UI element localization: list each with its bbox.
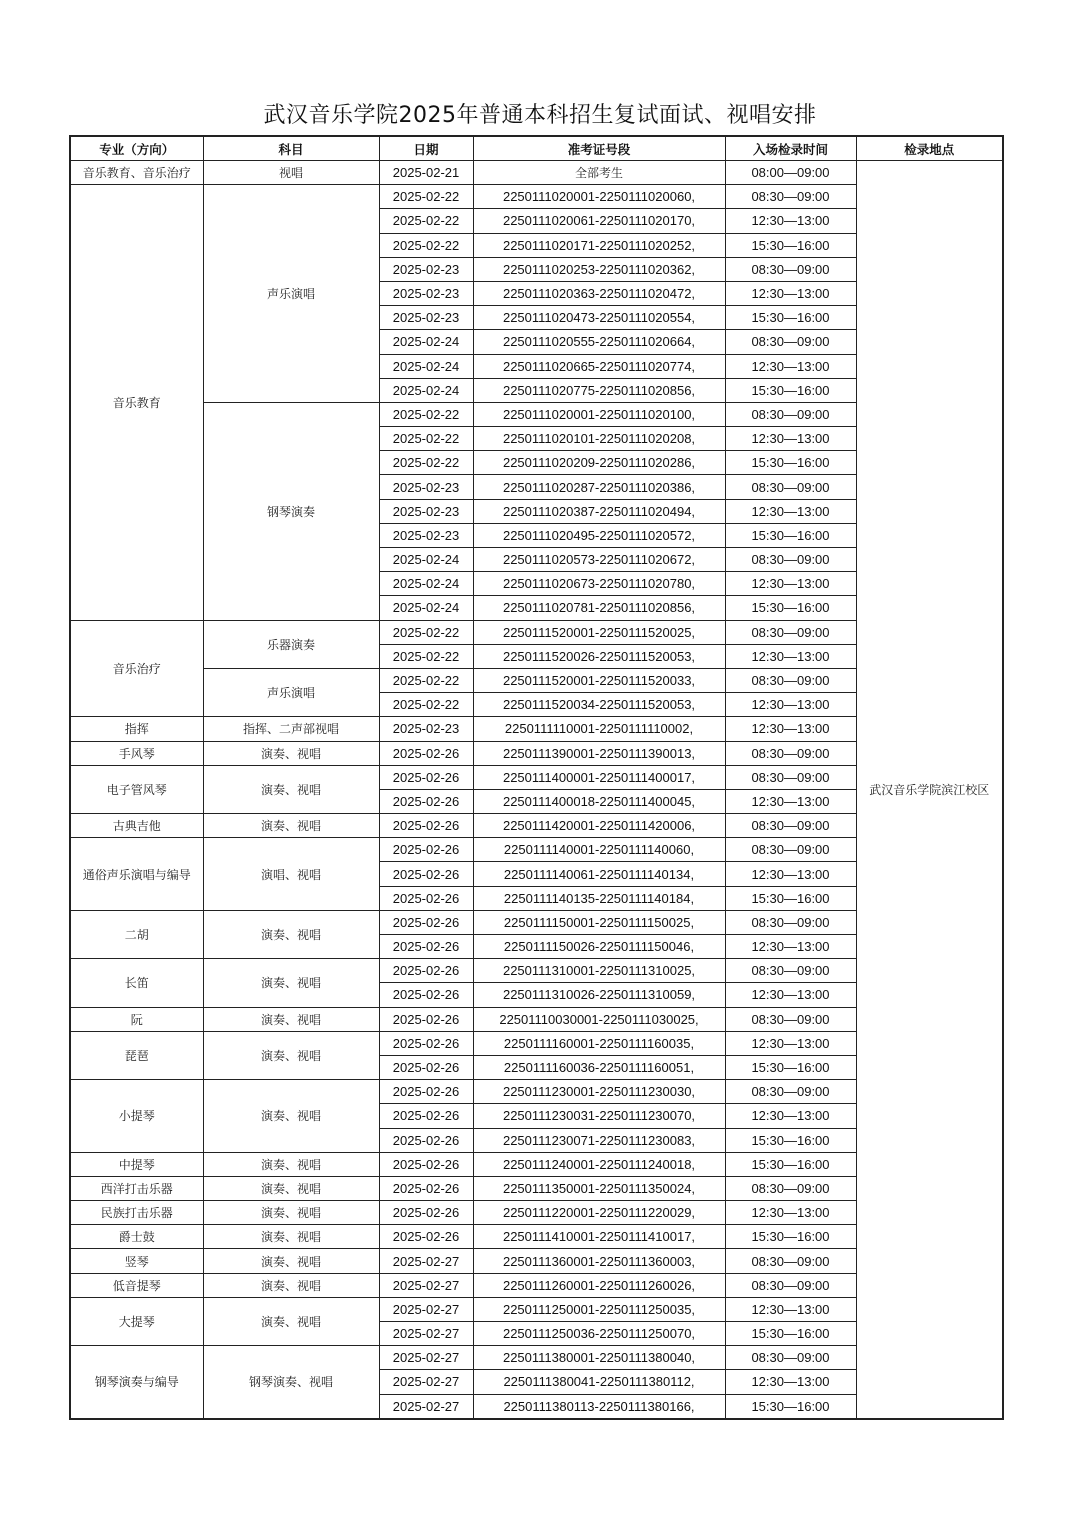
date-cell: 2025-02-22 <box>379 620 473 644</box>
subject-cell: 乐器演奏 <box>203 620 379 668</box>
checkin-time-cell: 12:30—13:00 <box>725 717 856 741</box>
date-cell: 2025-02-22 <box>379 451 473 475</box>
subject-cell: 演奏、视唱 <box>203 1007 379 1031</box>
date-cell: 2025-02-26 <box>379 741 473 765</box>
date-cell: 2025-02-26 <box>379 910 473 934</box>
checkin-time-cell: 08:30—09:00 <box>725 330 856 354</box>
checkin-time-cell: 12:30—13:00 <box>725 644 856 668</box>
major-cell: 古典吉他 <box>70 814 203 838</box>
header-location: 检录地点 <box>856 136 1003 161</box>
date-cell: 2025-02-23 <box>379 306 473 330</box>
ticket-range-cell: 2250111230031-2250111230070, <box>473 1104 725 1128</box>
checkin-time-cell: 12:30—13:00 <box>725 1201 856 1225</box>
checkin-time-cell: 08:30—09:00 <box>725 959 856 983</box>
checkin-time-cell: 12:30—13:00 <box>725 693 856 717</box>
ticket-range-cell: 2250111020061-2250111020170, <box>473 209 725 233</box>
checkin-time-cell: 15:30—16:00 <box>725 886 856 910</box>
checkin-time-cell: 12:30—13:00 <box>725 935 856 959</box>
checkin-time-cell: 08:30—09:00 <box>725 910 856 934</box>
ticket-range-cell: 2250111360001-2250111360003, <box>473 1249 725 1273</box>
ticket-range-cell: 2250111250036-2250111250070, <box>473 1322 725 1346</box>
checkin-time-cell: 08:30—09:00 <box>725 668 856 692</box>
major-cell: 大提琴 <box>70 1297 203 1345</box>
checkin-time-cell: 12:30—13:00 <box>725 354 856 378</box>
checkin-time-cell: 08:30—09:00 <box>725 741 856 765</box>
checkin-time-cell: 12:30—13:00 <box>725 427 856 451</box>
subject-cell: 演奏、视唱 <box>203 1080 379 1153</box>
date-cell: 2025-02-26 <box>379 838 473 862</box>
ticket-range-cell: 2250111160036-2250111160051, <box>473 1055 725 1079</box>
checkin-time-cell: 15:30—16:00 <box>725 1322 856 1346</box>
date-cell: 2025-02-24 <box>379 378 473 402</box>
major-cell: 竖琴 <box>70 1249 203 1273</box>
checkin-time-cell: 15:30—16:00 <box>725 1394 856 1419</box>
header-date: 日期 <box>379 136 473 161</box>
ticket-range-cell: 2250111020209-2250111020286, <box>473 451 725 475</box>
checkin-time-cell: 15:30—16:00 <box>725 1152 856 1176</box>
header-checkin-time: 入场检录时间 <box>725 136 856 161</box>
major-cell: 阮 <box>70 1007 203 1031</box>
major-cell: 音乐教育 <box>70 185 203 620</box>
date-cell: 2025-02-26 <box>379 1225 473 1249</box>
checkin-time-cell: 12:30—13:00 <box>725 1297 856 1321</box>
ticket-range-cell: 2250111410001-2250111410017, <box>473 1225 725 1249</box>
date-cell: 2025-02-22 <box>379 209 473 233</box>
subject-cell: 演奏、视唱 <box>203 814 379 838</box>
date-cell: 2025-02-26 <box>379 1055 473 1079</box>
checkin-time-cell: 12:30—13:00 <box>725 983 856 1007</box>
major-cell: 音乐治疗 <box>70 620 203 717</box>
subject-cell: 演奏、视唱 <box>203 910 379 958</box>
subject-cell: 声乐演唱 <box>203 185 379 403</box>
ticket-range-cell: 2250111020775-2250111020856, <box>473 378 725 402</box>
major-cell: 二胡 <box>70 910 203 958</box>
date-cell: 2025-02-26 <box>379 862 473 886</box>
ticket-range-cell: 2250111310001-2250111310025, <box>473 959 725 983</box>
subject-cell: 视唱 <box>203 161 379 185</box>
date-cell: 2025-02-22 <box>379 185 473 209</box>
ticket-range-cell: 2250111230001-2250111230030, <box>473 1080 725 1104</box>
date-cell: 2025-02-24 <box>379 548 473 572</box>
ticket-range-cell: 2250111230071-2250111230083, <box>473 1128 725 1152</box>
subject-cell: 声乐演唱 <box>203 668 379 716</box>
ticket-range-cell: 2250111110001-2250111110002, <box>473 717 725 741</box>
checkin-time-cell: 08:30—09:00 <box>725 548 856 572</box>
ticket-range-cell: 2250111020673-2250111020780, <box>473 572 725 596</box>
checkin-time-cell: 08:00—09:00 <box>725 161 856 185</box>
checkin-time-cell: 15:30—16:00 <box>725 1128 856 1152</box>
date-cell: 2025-02-26 <box>379 1031 473 1055</box>
date-cell: 2025-02-21 <box>379 161 473 185</box>
ticket-range-cell: 2250111400018-2250111400045, <box>473 789 725 813</box>
checkin-time-cell: 15:30—16:00 <box>725 523 856 547</box>
ticket-range-cell: 2250111020473-2250111020554, <box>473 306 725 330</box>
date-cell: 2025-02-23 <box>379 475 473 499</box>
major-cell: 小提琴 <box>70 1080 203 1153</box>
major-cell: 音乐教育、音乐治疗 <box>70 161 203 185</box>
ticket-range-cell: 2250111020555-2250111020664, <box>473 330 725 354</box>
major-cell: 琵琶 <box>70 1031 203 1079</box>
checkin-time-cell: 08:30—09:00 <box>725 185 856 209</box>
ticket-range-cell: 2250111020001-2250111020060, <box>473 185 725 209</box>
date-cell: 2025-02-26 <box>379 886 473 910</box>
checkin-time-cell: 12:30—13:00 <box>725 209 856 233</box>
checkin-time-cell: 08:30—09:00 <box>725 1080 856 1104</box>
date-cell: 2025-02-23 <box>379 499 473 523</box>
checkin-time-cell: 12:30—13:00 <box>725 499 856 523</box>
checkin-time-cell: 12:30—13:00 <box>725 281 856 305</box>
checkin-time-cell: 15:30—16:00 <box>725 1055 856 1079</box>
checkin-time-cell: 15:30—16:00 <box>725 233 856 257</box>
date-cell: 2025-02-26 <box>379 959 473 983</box>
date-cell: 2025-02-22 <box>379 402 473 426</box>
date-cell: 2025-02-26 <box>379 789 473 813</box>
ticket-range-cell: 2250111520001-2250111520025, <box>473 620 725 644</box>
checkin-time-cell: 08:30—09:00 <box>725 257 856 281</box>
location-cell: 武汉音乐学院滨江校区 <box>856 161 1003 1419</box>
date-cell: 2025-02-22 <box>379 693 473 717</box>
date-cell: 2025-02-26 <box>379 935 473 959</box>
date-cell: 2025-02-27 <box>379 1249 473 1273</box>
ticket-range-cell: 2250111380041-2250111380112, <box>473 1370 725 1394</box>
checkin-time-cell: 08:30—09:00 <box>725 1346 856 1370</box>
checkin-time-cell: 08:30—09:00 <box>725 620 856 644</box>
checkin-time-cell: 08:30—09:00 <box>725 402 856 426</box>
checkin-time-cell: 08:30—09:00 <box>725 765 856 789</box>
ticket-range-cell: 2250111020363-2250111020472, <box>473 281 725 305</box>
date-cell: 2025-02-26 <box>379 765 473 789</box>
date-cell: 2025-02-22 <box>379 668 473 692</box>
header-row <box>70 136 1003 161</box>
ticket-range-cell: 2250111020387-2250111020494, <box>473 499 725 523</box>
checkin-time-cell: 15:30—16:00 <box>725 378 856 402</box>
ticket-range-cell: 2250111520001-2250111520033, <box>473 668 725 692</box>
checkin-time-cell: 12:30—13:00 <box>725 1370 856 1394</box>
checkin-time-cell: 15:30—16:00 <box>725 1225 856 1249</box>
page-title: 武汉音乐学院2025年普通本科招生复试面试、视唱安排 <box>263 103 817 128</box>
major-cell: 指挥 <box>70 717 203 741</box>
ticket-range-cell: 2250111020287-2250111020386, <box>473 475 725 499</box>
checkin-time-cell: 12:30—13:00 <box>725 1031 856 1055</box>
checkin-time-cell: 08:30—09:00 <box>725 1273 856 1297</box>
ticket-range-cell: 2250111350001-2250111350024, <box>473 1176 725 1200</box>
date-cell: 2025-02-24 <box>379 354 473 378</box>
date-cell: 2025-02-27 <box>379 1370 473 1394</box>
ticket-range-cell: 2250111020781-2250111020856, <box>473 596 725 620</box>
ticket-range-cell: 2250111020171-2250111020252, <box>473 233 725 257</box>
major-cell: 通俗声乐演唱与编导 <box>70 838 203 911</box>
date-cell: 2025-02-27 <box>379 1297 473 1321</box>
major-cell: 低音提琴 <box>70 1273 203 1297</box>
date-cell: 2025-02-26 <box>379 1128 473 1152</box>
checkin-time-cell: 15:30—16:00 <box>725 451 856 475</box>
header-major: 专业（方向） <box>70 136 203 161</box>
date-cell: 2025-02-24 <box>379 596 473 620</box>
header-subject: 科目 <box>203 136 379 161</box>
ticket-range-cell: 2250111020253-2250111020362, <box>473 257 725 281</box>
checkin-time-cell: 08:30—09:00 <box>725 814 856 838</box>
subject-cell: 钢琴演奏、视唱 <box>203 1346 379 1419</box>
date-cell: 2025-02-26 <box>379 1201 473 1225</box>
date-cell: 2025-02-23 <box>379 257 473 281</box>
ticket-range-cell: 2250111020573-2250111020672, <box>473 548 725 572</box>
checkin-time-cell: 08:30—09:00 <box>725 1249 856 1273</box>
major-cell: 手风琴 <box>70 741 203 765</box>
ticket-range-cell: 2250111420001-2250111420006, <box>473 814 725 838</box>
checkin-time-cell: 08:30—09:00 <box>725 1007 856 1031</box>
ticket-range-cell: 2250111160001-2250111160035, <box>473 1031 725 1055</box>
date-cell: 2025-02-27 <box>379 1322 473 1346</box>
date-cell: 2025-02-27 <box>379 1394 473 1419</box>
header-ticket-range: 准考证号段 <box>473 136 725 161</box>
ticket-range-cell: 2250111390001-2250111390013, <box>473 741 725 765</box>
major-cell: 电子管风琴 <box>70 765 203 813</box>
date-cell: 2025-02-27 <box>379 1346 473 1370</box>
ticket-range-cell: 2250111150001-2250111150025, <box>473 910 725 934</box>
ticket-range-cell: 2250111260001-2250111260026, <box>473 1273 725 1297</box>
date-cell: 2025-02-27 <box>379 1273 473 1297</box>
ticket-range-cell: 2250111220001-2250111220029, <box>473 1201 725 1225</box>
ticket-range-cell: 2250111400001-2250111400017, <box>473 765 725 789</box>
date-cell: 2025-02-23 <box>379 281 473 305</box>
subject-cell: 演奏、视唱 <box>203 1273 379 1297</box>
subject-cell: 演奏、视唱 <box>203 1152 379 1176</box>
ticket-range-cell: 2250111020665-2250111020774, <box>473 354 725 378</box>
ticket-range-cell: 2250111310026-2250111310059, <box>473 983 725 1007</box>
ticket-range-cell: 全部考生 <box>473 161 725 185</box>
major-cell: 钢琴演奏与编导 <box>70 1346 203 1419</box>
major-cell: 中提琴 <box>70 1152 203 1176</box>
date-cell: 2025-02-26 <box>379 1007 473 1031</box>
date-cell: 2025-02-23 <box>379 523 473 547</box>
ticket-range-cell: 2250111520034-2250111520053, <box>473 693 725 717</box>
major-cell: 西洋打击乐器 <box>70 1176 203 1200</box>
date-cell: 2025-02-22 <box>379 644 473 668</box>
subject-cell: 演奏、视唱 <box>203 1176 379 1200</box>
checkin-time-cell: 12:30—13:00 <box>725 1104 856 1128</box>
subject-cell: 指挥、二声部视唱 <box>203 717 379 741</box>
date-cell: 2025-02-26 <box>379 1080 473 1104</box>
subject-cell: 演奏、视唱 <box>203 1225 379 1249</box>
ticket-range-cell: 2250111380001-2250111380040, <box>473 1346 725 1370</box>
ticket-range-cell: 2250111140001-2250111140060, <box>473 838 725 862</box>
date-cell: 2025-02-26 <box>379 1152 473 1176</box>
date-cell: 2025-02-26 <box>379 1176 473 1200</box>
checkin-time-cell: 12:30—13:00 <box>725 789 856 813</box>
subject-cell: 演奏、视唱 <box>203 741 379 765</box>
ticket-range-cell: 2250111020001-2250111020100, <box>473 402 725 426</box>
schedule-body <box>70 161 1003 1419</box>
major-cell: 长笛 <box>70 959 203 1007</box>
ticket-range-cell: 2250111140135-2250111140184, <box>473 886 725 910</box>
date-cell: 2025-02-24 <box>379 330 473 354</box>
ticket-range-cell: 2250111020495-2250111020572, <box>473 523 725 547</box>
checkin-time-cell: 08:30—09:00 <box>725 475 856 499</box>
ticket-range-cell: 2250111150026-2250111150046, <box>473 935 725 959</box>
ticket-range-cell: 22501110030001-2250111030025, <box>473 1007 725 1031</box>
checkin-time-cell: 12:30—13:00 <box>725 862 856 886</box>
subject-cell: 演奏、视唱 <box>203 959 379 1007</box>
ticket-range-cell: 2250111380113-2250111380166, <box>473 1394 725 1419</box>
date-cell: 2025-02-26 <box>379 983 473 1007</box>
checkin-time-cell: 08:30—09:00 <box>725 1176 856 1200</box>
subject-cell: 钢琴演奏 <box>203 402 379 620</box>
subject-cell: 演奏、视唱 <box>203 1249 379 1273</box>
date-cell: 2025-02-23 <box>379 717 473 741</box>
schedule-table <box>69 135 1004 1420</box>
checkin-time-cell: 15:30—16:00 <box>725 306 856 330</box>
ticket-range-cell: 2250111250001-2250111250035, <box>473 1297 725 1321</box>
major-cell: 民族打击乐器 <box>70 1201 203 1225</box>
date-cell: 2025-02-22 <box>379 427 473 451</box>
date-cell: 2025-02-26 <box>379 814 473 838</box>
date-cell: 2025-02-26 <box>379 1104 473 1128</box>
subject-cell: 演奏、视唱 <box>203 1201 379 1225</box>
checkin-time-cell: 08:30—09:00 <box>725 838 856 862</box>
table-row <box>70 161 1003 185</box>
checkin-time-cell: 12:30—13:00 <box>725 572 856 596</box>
subject-cell: 演奏、视唱 <box>203 1031 379 1079</box>
date-cell: 2025-02-24 <box>379 572 473 596</box>
subject-cell: 演奏、视唱 <box>203 765 379 813</box>
subject-cell: 演唱、视唱 <box>203 838 379 911</box>
major-cell: 爵士鼓 <box>70 1225 203 1249</box>
date-cell: 2025-02-22 <box>379 233 473 257</box>
ticket-range-cell: 2250111140061-2250111140134, <box>473 862 725 886</box>
ticket-range-cell: 2250111240001-2250111240018, <box>473 1152 725 1176</box>
subject-cell: 演奏、视唱 <box>203 1297 379 1345</box>
checkin-time-cell: 15:30—16:00 <box>725 596 856 620</box>
ticket-range-cell: 2250111020101-2250111020208, <box>473 427 725 451</box>
ticket-range-cell: 2250111520026-2250111520053, <box>473 644 725 668</box>
